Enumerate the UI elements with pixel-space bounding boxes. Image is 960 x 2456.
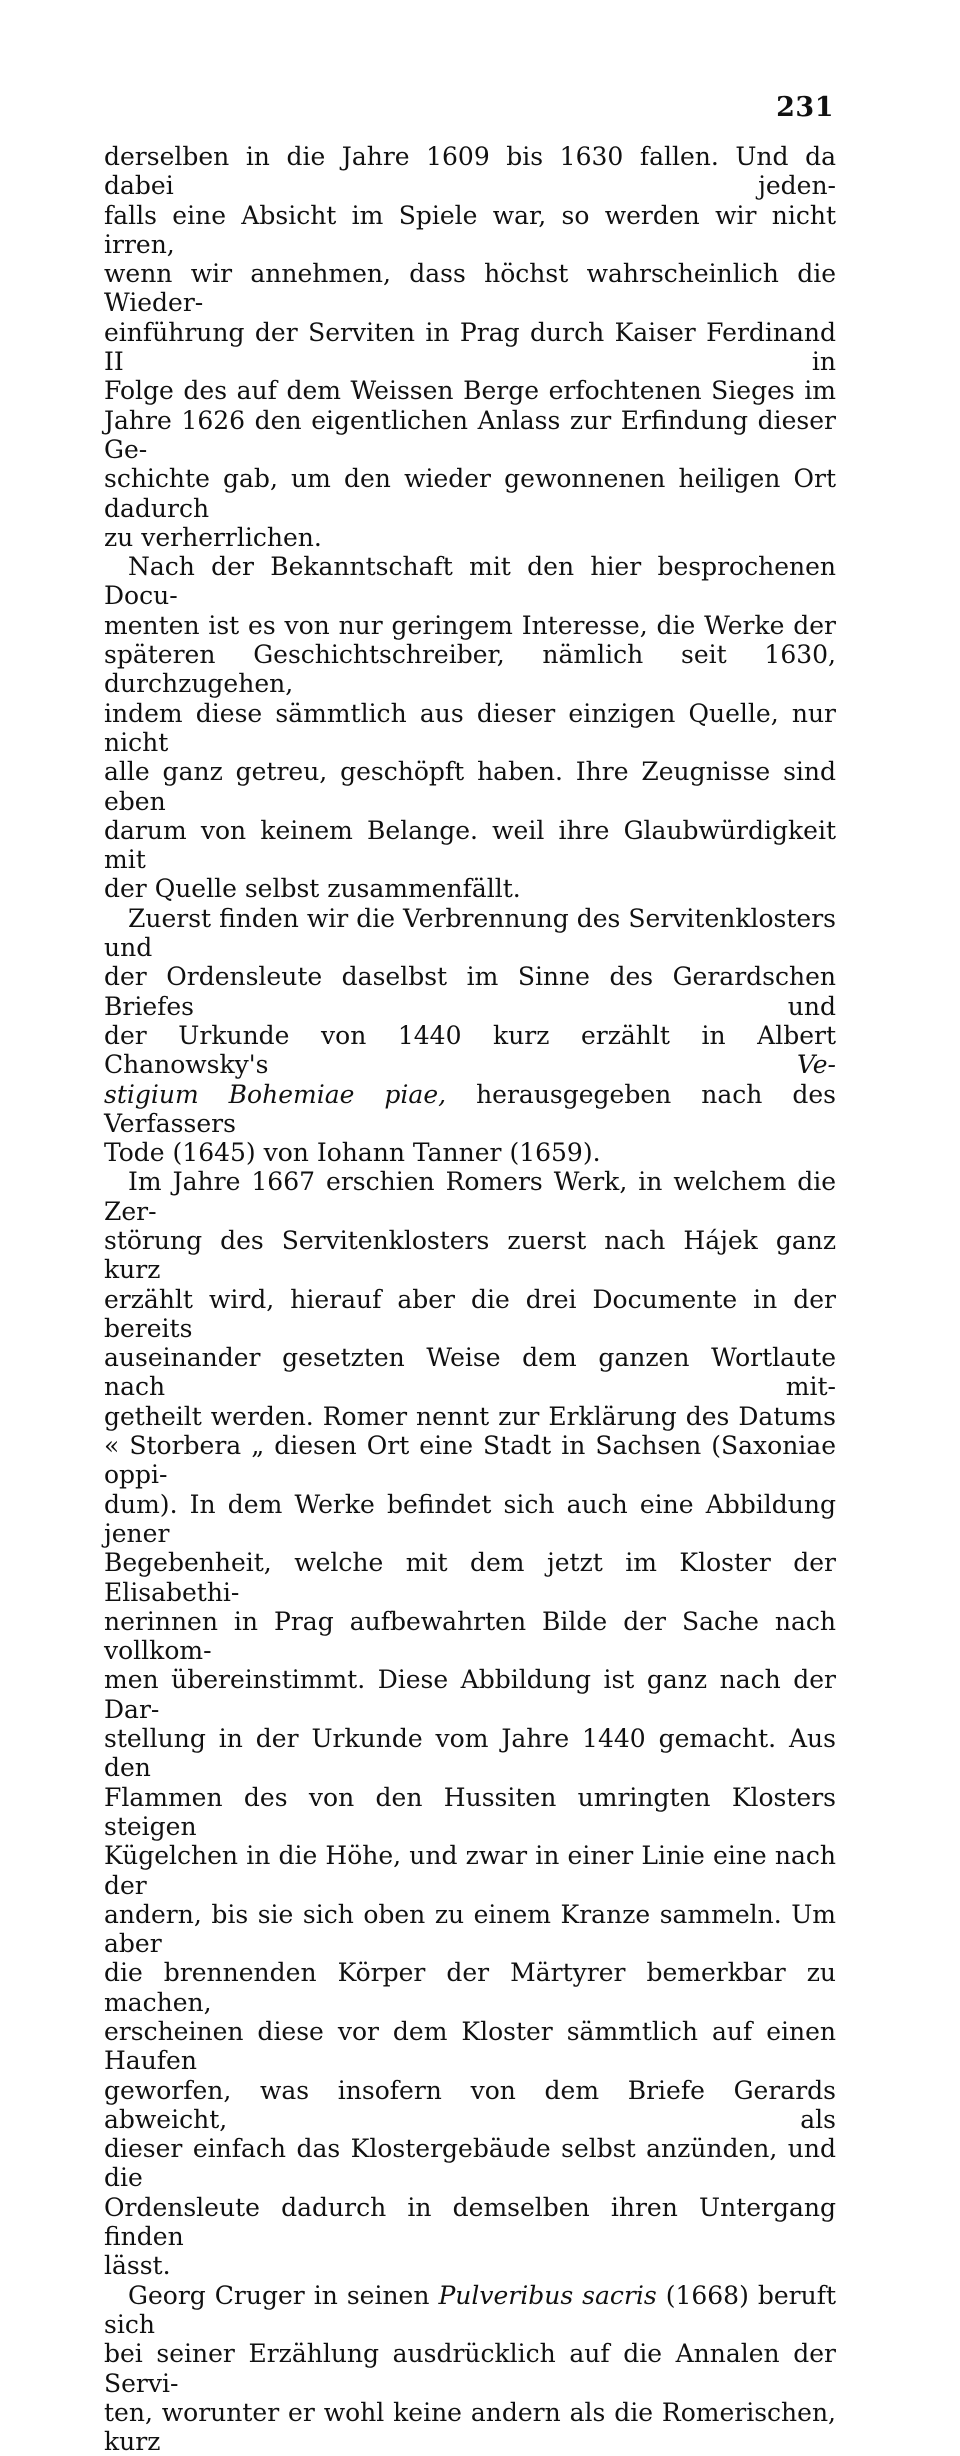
text-span: Georg Cruger in seinen <box>128 2280 439 2310</box>
text-line: Nach der Bekanntschaft mit den hier besprochenen Docu- <box>104 552 836 611</box>
text-line: men übereinstimmt. Diese Abbildung ist ganz nach der Dar- <box>104 1665 836 1724</box>
text-span: der Urkunde von 1440 kurz erzählt in Albert Chanowsky's <box>104 1020 836 1080</box>
text-line: Ordensleute dadurch in demselben ihren Untergang finden <box>104 2192 836 2252</box>
text-line: erzählt wird, hierauf aber die drei Documente in der bereits <box>104 1284 836 1343</box>
text-line: nerinnen in Prag aufbewahrten Bilde der Sache nach vollkom- <box>104 1606 836 1666</box>
book-title-italic: Ve- <box>796 1050 836 1080</box>
text-line: Tode (1645) von Iohann Tanner (1659). <box>104 1138 601 1168</box>
text-line: späteren Geschichtschreiber, nämlich seit 1630, durchzugehen, <box>104 640 836 699</box>
paragraph-4 <box>104 1167 836 2280</box>
text-line: Folge des auf dem Weissen Berge erfochtenen Sieges im <box>104 376 836 406</box>
text-line: darum von keinem Belange. weil ihre Glaubwürdigkeit mit <box>104 815 836 875</box>
text-span: herausgegeben nach des Verfassers <box>104 1079 836 1138</box>
text-line: Im Jahre 1667 erschien Romers Werk, in welchem die Zer- <box>104 1167 836 1226</box>
text-line: geworfen, was insofern von dem Briefe Gerards abweicht, als <box>104 2075 836 2134</box>
page-number: 231 <box>776 92 834 123</box>
text-line: dum). In dem Werke befindet sich auch eine Abbildung jener <box>104 1489 836 1548</box>
text-line: schichte gab, um den wieder gewonnenen heiligen Ort dadurch <box>104 464 836 523</box>
text-line <box>104 1021 836 1080</box>
text-line: zu verherrlichen. <box>104 522 322 552</box>
text-line: falls eine Absicht im Spiele war, so werden wir nicht irren, <box>104 200 836 259</box>
text-line: Flammen des von den Hussiten umringten Klosters steigen <box>104 1782 836 1841</box>
paragraph-1 <box>104 142 836 552</box>
text-line: Kügelchen in die Höhe, und zwar in einer Linie eine nach der <box>104 1841 836 1900</box>
text-line: auseinander gesetzten Weise dem ganzen Wortlaute nach mit- <box>104 1343 836 1402</box>
text-line: dieser einfach das Klostergebäude selbst anzünden, und die <box>104 2134 836 2193</box>
text-line: Zuerst finden wir die Verbrennung des Servitenklosters und <box>104 903 836 963</box>
text-line: alle ganz getreu, geschöpft haben. Ihre Zeugnisse sind eben <box>104 757 836 816</box>
text-line: die brennenden Körper der Märtyrer bemerkbar zu machen, <box>104 1958 836 2017</box>
text-line <box>104 2281 836 2340</box>
text-line: menten ist es von nur geringem Interesse, die Werke der <box>104 610 836 640</box>
book-title-italic: Pulveribus sacris <box>438 2280 657 2310</box>
text-line: der Ordensleute daselbst im Sinne des Gerardschen Briefes und <box>104 962 836 1021</box>
text-line: derselben in die Jahre 1609 bis 1630 fallen. Und da dabei jeden- <box>104 142 836 201</box>
text-line: Jahre 1626 den eigentlichen Anlass zur Erfindung dieser Ge- <box>104 405 836 464</box>
text-line: einführung der Serviten in Prag durch Kaiser Ferdinand II in <box>104 317 836 377</box>
text-line: ten, worunter er wohl keine andern als die Romerischen, kurz <box>104 2397 836 2456</box>
text-line: Begebenheit, welche mit dem jetzt im Kloster der Elisabethi- <box>104 1548 836 1607</box>
text-line: wenn wir annehmen, dass höchst wahrscheinlich die Wieder- <box>104 259 836 318</box>
paragraph-3 <box>104 904 836 1168</box>
text-line: stellung in der Urkunde vom Jahre 1440 gemacht. Aus den <box>104 1724 836 1783</box>
text-line <box>104 1080 836 1139</box>
text-line: andern, bis sie sich oben zu einem Kranze sammeln. Um aber <box>104 1899 836 1959</box>
text-line: getheilt werden. Romer nennt zur Erklärung des Datums <box>104 1401 836 1431</box>
body-text <box>104 142 836 2456</box>
text-line: indem diese sämmtlich aus dieser einzigen Quelle, nur nicht <box>104 698 836 757</box>
paragraph-2 <box>104 552 836 904</box>
text-line: der Quelle selbst zusammenfällt. <box>104 874 521 904</box>
text-line: erscheinen diese vor dem Kloster sämmtlich auf einen Haufen <box>104 2017 836 2076</box>
text-span: (1668) beruft sich <box>104 2280 836 2339</box>
book-title-italic: stigium Bohemiae piae, <box>104 1079 447 1109</box>
text-line: bei seiner Erzählung ausdrücklich auf die Annalen der Servi- <box>104 2339 836 2398</box>
text-line: « Storbera „ diesen Ort eine Stadt in Sachsen (Saxoniae oppi- <box>104 1431 836 1490</box>
text-line: lässt. <box>104 2251 171 2281</box>
paragraph-5 <box>104 2281 836 2456</box>
text-line: störung des Servitenklosters zuerst nach Hájek ganz kurz <box>104 1225 836 1285</box>
